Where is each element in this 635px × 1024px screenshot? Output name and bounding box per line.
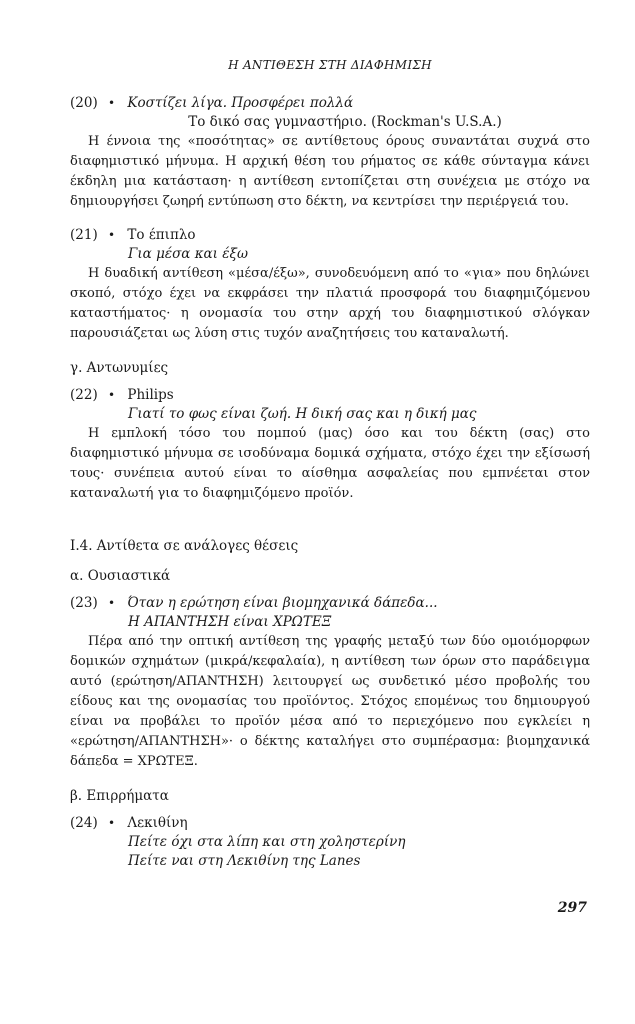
example-number: (22) [70, 387, 98, 403]
example-subtitle: Το δικό σας γυμναστήριο. (Rockman's U.S.A.) [188, 114, 502, 130]
example-21-heading [70, 226, 590, 245]
example-title: Λεκιθίνη [127, 815, 188, 831]
example-20-heading [70, 94, 590, 113]
example-subtitle: Γιατί το φως είναι ζωή. Η δική σας και η δική μας [128, 406, 477, 422]
bullet-icon: • [108, 228, 116, 242]
example-number: (24) [70, 815, 98, 831]
example-24 [70, 814, 590, 871]
subheading-pronouns: γ. Αντωνυμίες [70, 360, 169, 376]
example-commentary: Η δυαδική αντίθεση «μέσα/έξω», συνοδευόμενη από το «για» που δηλώνει σκοπό, στόχο έχει να εκφράσει την πλατιά προσφορά του διαφημιζόμενου καταστήματος· η ονομασία του στην αρχή του διαφημιστικού σλόγκαν παρουσιάζεται ως λύση στις τυχόν αναζητήσεις του καταναλωτή. [70, 266, 590, 341]
example-title: Το έπιπλο [127, 227, 196, 243]
subheading-nouns: α. Ουσιαστικά [70, 568, 171, 584]
example-title: Philips [127, 387, 174, 403]
page-body [70, 58, 590, 885]
example-commentary: Η έννοια της «ποσότητας» σε αντίθετους όρους συναντάται συχνά στο διαφημιστικό μήνυμα. Η αρχική θέση του ρήματος σε κάθε σύνταγμα κάνει έκδηλη μια κατάσταση· η αντίθεση εντοπίζεται στη συνέχεια με στόχο να δημιουργήσει ζωηρή εντύπωση στο δέκτη, να κεντρίσει την περιέργειά του. [70, 134, 590, 209]
section-title: Ι.4. Αντίθετα σε ανάλογες θέσεις [70, 538, 299, 554]
example-23-heading [70, 594, 590, 613]
example-line: Πείτε όχι στα λίπη και στη χοληστερίνη [128, 834, 406, 850]
subheading-adverbs: β. Επιρρήματα [70, 788, 169, 804]
bullet-icon: • [108, 596, 116, 610]
example-22 [70, 386, 590, 504]
section-heading [70, 536, 590, 556]
example-title: Κοστίζει λίγα. Προσφέρει πολλά [127, 95, 354, 111]
example-22-heading [70, 386, 590, 405]
page-number: 297 [557, 900, 587, 916]
example-number: (20) [70, 95, 98, 111]
example-number: (21) [70, 227, 98, 243]
running-head: Η ΑΝΤΙΘΕΣΗ ΣΤΗ ΔΙΑΦΗΜΙΣΗ [228, 58, 432, 72]
example-subtitle: Για μέσα και έξω [128, 246, 248, 262]
example-24-heading [70, 814, 590, 833]
bullet-icon: • [108, 96, 116, 110]
example-23 [70, 594, 590, 772]
bullet-icon: • [108, 816, 116, 830]
bullet-icon: • [108, 388, 116, 402]
example-number: (23) [70, 595, 98, 611]
example-commentary: Πέρα από την οπτική αντίθεση της γραφής μεταξύ των δύο ομοιόμορφων δομικών σχημάτων (μικρά/κεφαλαία), η αντίθεση των όρων στο παράδειγμα αυτό (ερώτηση/ΑΠΑΝΤΗΣΗ) λειτουργεί ως συνδετικό μέσο προβολής του είδους και της ονομασίας του προϊόντος. Στόχος επομένως του δημιουργού είναι να προβάλει το προϊόν μέσα από το περιεχόμενο που εγκλείει η «ερώτηση/ΑΠΑΝΤΗΣΗ»· ο δέκτης καταλήγει στο συμπέρασμα: βιομηχανικά δάπεδα = ΧΡΩΤΕΞ. [70, 634, 590, 769]
example-commentary: Η εμπλοκή τόσο του πομπού (μας) όσο και του δέκτη (σας) στο διαφημιστικό μήνυμα σε ισοδύναμα δομικά σχήματα, στόχο έχει την εξίσωσή τους· συνέπεια αυτού είναι το αίσθημα ασφαλείας που εμπνέεται στον καταναλωτή για το διαφημιζόμενο προϊόν. [70, 426, 590, 501]
example-title: Όταν η ερώτηση είναι βιομηχανικά δάπεδα... [127, 595, 438, 611]
example-21 [70, 226, 590, 344]
example-line: Πείτε ναι στη Λεκιθίνη της Lanes [128, 853, 361, 869]
example-20 [70, 94, 590, 212]
example-subtitle: Η ΑΠΑΝΤΗΣΗ είναι ΧΡΩΤΕΞ [128, 614, 332, 630]
